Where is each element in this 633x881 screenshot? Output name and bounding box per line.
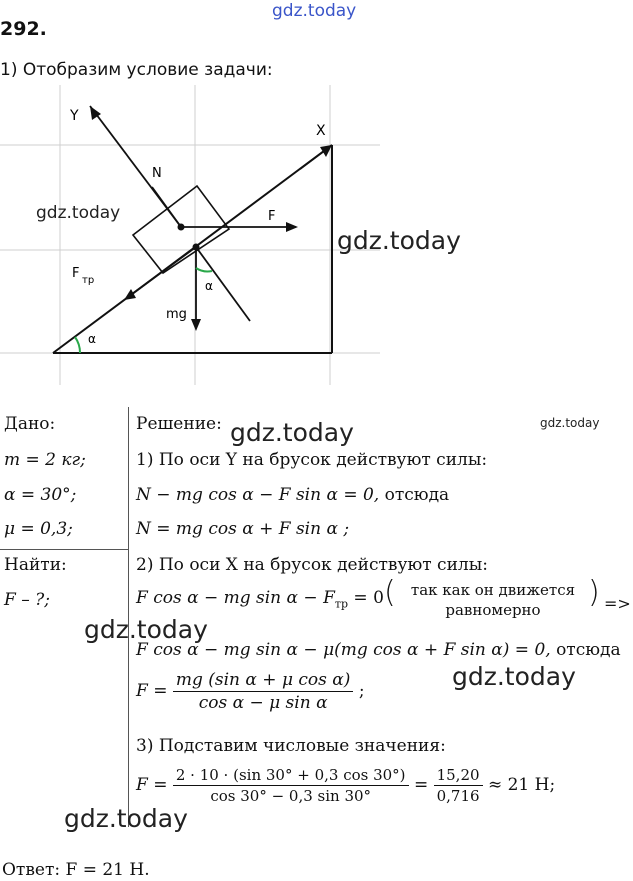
equation-6-denominator: cos 30° − 0,3 sin 30° bbox=[210, 787, 372, 805]
equation-3-sub: тр bbox=[334, 597, 349, 611]
note-paren-right: ) bbox=[588, 575, 600, 610]
equation-6-fraction bbox=[173, 766, 409, 805]
step-3: 3) Подставим числовые значения: bbox=[136, 736, 446, 756]
given-angle: α = 30°; bbox=[4, 485, 77, 505]
watermark-large-2: gdz.today bbox=[230, 418, 354, 447]
equation-6 bbox=[136, 766, 555, 805]
force-label: F bbox=[268, 209, 276, 224]
step-2: 2) По оси X на брусок действуют силы: bbox=[136, 555, 488, 575]
equation-1 bbox=[136, 485, 449, 505]
given-title: Дано: bbox=[4, 414, 56, 434]
equation-6-result-fraction bbox=[434, 766, 483, 805]
equation-5-lhs: F = bbox=[136, 681, 168, 701]
intro-text: 1) Отобразим условие задачи: bbox=[0, 60, 273, 80]
equation-6-equals: = bbox=[413, 775, 429, 795]
friction-arrow bbox=[128, 247, 196, 297]
equation-6-lhs: F = bbox=[136, 775, 168, 795]
equation-4 bbox=[136, 640, 621, 660]
equation-6-numerator: 2 · 10 · (sin 30° + 0,3 cos 30°) bbox=[173, 766, 409, 786]
y-axis-label: Y bbox=[70, 108, 79, 124]
given-mass: m = 2 кг; bbox=[4, 450, 86, 470]
angle-label-mid: α bbox=[205, 279, 213, 293]
angle-arc-mid bbox=[196, 268, 212, 271]
watermark-large-1: gdz.today bbox=[337, 226, 461, 255]
equation-4-tail: отсюда bbox=[550, 640, 621, 660]
x-axis-label: X bbox=[316, 123, 326, 139]
equation-6-result-numerator: 15,20 bbox=[434, 766, 483, 786]
implication-arrow: => bbox=[604, 594, 631, 613]
gravity-label: mg bbox=[166, 307, 187, 322]
watermark-diagram: gdz.today bbox=[36, 203, 121, 223]
step-1: 1) По оси Y на брусок действуют силы: bbox=[136, 450, 488, 470]
watermark-top: gdz.today bbox=[272, 1, 357, 21]
answer: Ответ: F = 21 Н. bbox=[2, 860, 150, 880]
problem-number: 292. bbox=[0, 18, 47, 40]
contact-point bbox=[193, 244, 200, 251]
friction-label: F bbox=[72, 266, 80, 281]
equation-2: N = mg cos α + F sin α ; bbox=[136, 519, 350, 539]
note-bottom: равномерно bbox=[445, 601, 541, 619]
equation-4-main: F cos α − mg sin α − μ(mg cos α + F sin α) = 0, bbox=[136, 640, 551, 660]
equation-6-result-denominator: 0,716 bbox=[436, 787, 480, 805]
equation-5 bbox=[136, 670, 365, 713]
find-value: F – ?; bbox=[4, 590, 50, 610]
angle-label-base: α bbox=[88, 332, 96, 346]
watermark-large-5: gdz.today bbox=[64, 804, 188, 833]
note-paren-left: ( bbox=[384, 575, 396, 610]
equation-5-fraction bbox=[173, 670, 354, 713]
equation-5-tail: ; bbox=[358, 681, 365, 701]
x-axis-arrow bbox=[300, 145, 332, 169]
normal-label: N bbox=[152, 166, 162, 181]
incline-diagram bbox=[0, 85, 633, 385]
friction-subscript: тр bbox=[82, 275, 95, 286]
note-top: так как он движется bbox=[410, 581, 576, 599]
equation-5-numerator: mg (sin α + μ cos α) bbox=[173, 670, 354, 692]
equation-3 bbox=[136, 588, 384, 610]
given-friction: μ = 0,3; bbox=[4, 519, 73, 539]
center-point bbox=[178, 224, 185, 231]
solution-title: Решение: bbox=[136, 414, 222, 434]
equation-1-tail: отсюда bbox=[379, 485, 450, 505]
angle-arc-base bbox=[75, 337, 80, 353]
watermark-large-4: gdz.today bbox=[452, 662, 576, 691]
find-title: Найти: bbox=[4, 555, 67, 575]
equation-1-main: N − mg cos α − F sin α = 0, bbox=[136, 485, 380, 505]
equation-5-denominator: cos α − μ sin α bbox=[198, 693, 328, 713]
note-block bbox=[398, 580, 588, 620]
equation-3-tail: = 0 bbox=[348, 588, 384, 608]
watermark-large-3: gdz.today bbox=[84, 615, 208, 644]
equation-6-tail: ≈ 21 Н; bbox=[487, 775, 556, 795]
given-divider-horizontal bbox=[0, 549, 128, 550]
equation-3-main: F cos α − mg sin α − F bbox=[136, 588, 335, 608]
watermark-small: gdz.today bbox=[540, 416, 600, 430]
